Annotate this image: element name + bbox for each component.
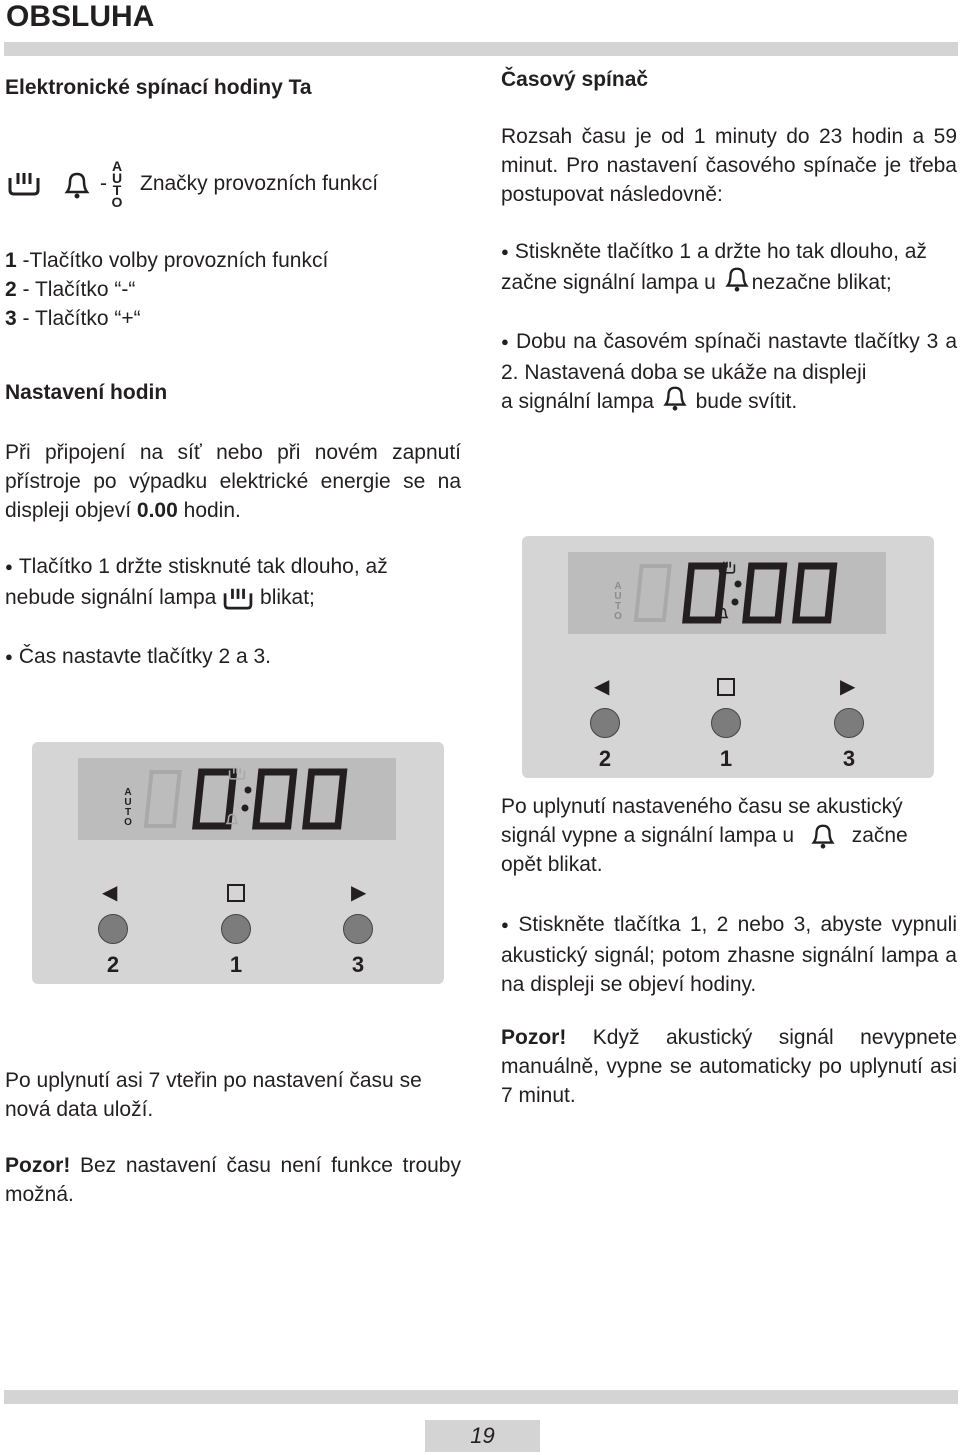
button-1-label: 1 <box>719 746 733 771</box>
bell-icon <box>224 812 240 828</box>
symbol-legend: - A U T O Značky provozních funkcí <box>5 162 475 214</box>
clock-setting-heading: Nastavení hodin <box>5 381 168 404</box>
oven-lamp-icon <box>222 586 254 610</box>
digital-clock-readout <box>630 562 880 624</box>
clock-bullet-2: ● Čas nastavte tlačítky 2 a 3. <box>5 642 461 673</box>
button-3-label: 3 <box>842 746 856 771</box>
auto-icon: A U T O <box>111 158 123 210</box>
auto-icon: A U T O <box>614 581 622 622</box>
right-arrow-icon: ▶ <box>351 882 367 904</box>
footer-rule <box>4 1390 958 1404</box>
timer-bullet-1: ● Stiskněte tlačítko 1 a držte ho tak dlouho, až začne signální lampa u nezačne blikat; <box>501 237 959 297</box>
button-2[interactable] <box>590 708 620 738</box>
page-title: OBSLUHA <box>6 0 155 33</box>
bell-icon <box>722 265 752 293</box>
select-square-icon <box>227 884 245 902</box>
left-arrow-icon: ◀ <box>594 676 610 698</box>
button-3-label: 3 <box>351 952 365 977</box>
button-legend-item: 3 - Tlačítko “+“ <box>5 307 141 330</box>
left-warning: Pozor! Bez nastavení času není funkce trouby možná. <box>5 1154 461 1206</box>
left-heading: Elektronické spínací hodiny Ta <box>5 76 312 99</box>
left-arrow-icon: ◀ <box>102 882 118 904</box>
control-panel-right <box>522 536 934 778</box>
select-square-icon <box>717 678 735 696</box>
symbols-caption: Značky provozních funkcí <box>140 172 379 195</box>
bell-icon <box>61 170 93 200</box>
button-1-label: 1 <box>229 952 243 977</box>
timer-end-paragraph: Po uplynutí nastaveného času se akustický signál vypne a signální lampa u začne opět blikat. <box>501 795 908 877</box>
right-arrow-icon: ▶ <box>840 676 856 698</box>
auto-icon: A U T O <box>124 787 132 828</box>
oven-lamp-icon <box>718 560 736 574</box>
button-legend-item: 1 -Tlačítko volby provozních funkcí <box>5 249 329 272</box>
bell-icon <box>714 606 730 622</box>
page-number: 19 <box>425 1420 540 1452</box>
button-legend-item: 2 - Tlačítko “-“ <box>5 278 136 301</box>
lcd-display <box>568 552 886 634</box>
timer-heading: Časový spínač <box>501 68 649 91</box>
button-2[interactable] <box>98 914 128 944</box>
digital-clock-readout <box>140 768 390 830</box>
header-rule <box>4 42 958 56</box>
right-warning: Pozor! Když akustický signál nevypnete manuálně, vypne se automaticky po uplynutí asi 7 minut. <box>501 1026 957 1107</box>
timer-bullet-2: ● Dobu na časovém spínači nastavte tlačítky 3 a 2. Nastavená doba se ukáže na displeji a signální lampa bude svítit. <box>501 327 957 416</box>
save-note-paragraph: Po uplynutí asi 7 vteřin po nastavení času se nová data uloží. <box>5 1069 422 1121</box>
oven-lamp-icon <box>7 170 41 196</box>
bell-icon <box>808 822 838 850</box>
button-1[interactable] <box>221 914 251 944</box>
bell-icon <box>660 384 690 412</box>
lcd-display <box>78 758 396 840</box>
timer-bullet-3: ● Stiskněte tlačítka 1, 2 nebo 3, abyste vypnuli akustický signál; potom zhasne signální lampa a na displeji se objeví hodiny. <box>501 910 957 999</box>
button-3[interactable] <box>834 708 864 738</box>
oven-lamp-icon <box>228 766 246 780</box>
button-2-label: 2 <box>598 746 612 771</box>
button-legend <box>5 246 465 333</box>
button-1[interactable] <box>711 708 741 738</box>
button-2-label: 2 <box>106 952 120 977</box>
timer-intro-paragraph: Rozsah času je od 1 minuty do 23 hodin a 59 minut. Pro nastavení časového spínače je třeba postupovat následovně: <box>501 125 957 206</box>
control-panel-left <box>32 742 444 984</box>
clock-intro-paragraph: Při připojení na síť nebo při novém zapnutí přístroje po výpadku elektrické energie se na displeji objeví 0.00 hodin. <box>5 441 461 522</box>
clock-bullet-1: ● Tlačítko 1 držte stisknuté tak dlouho, až nebude signální lampa blikat; <box>5 552 461 612</box>
button-3[interactable] <box>343 914 373 944</box>
